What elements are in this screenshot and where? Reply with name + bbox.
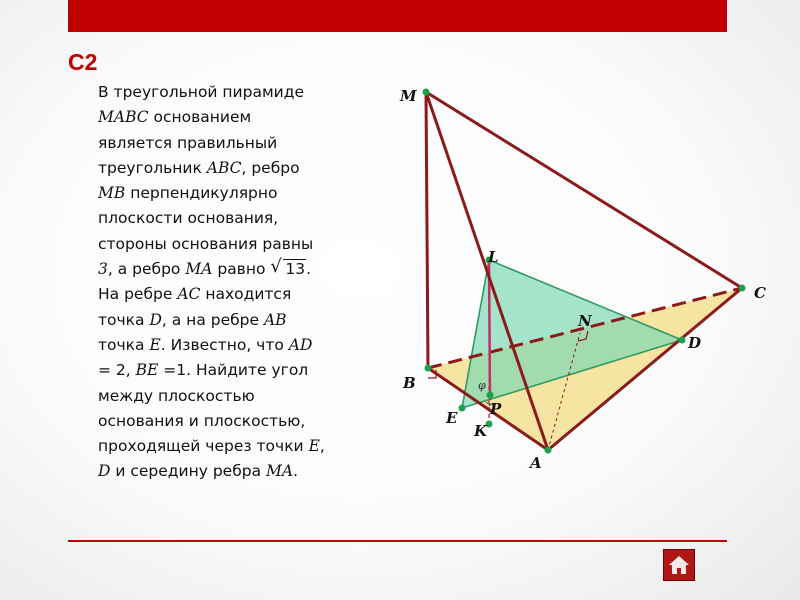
radical-sign: √ bbox=[270, 256, 282, 278]
problem-line: D и середину ребра MA. bbox=[98, 462, 299, 481]
point-b bbox=[425, 365, 432, 372]
label-n: N bbox=[578, 312, 592, 330]
point-p bbox=[487, 392, 494, 399]
label-b: B bbox=[403, 374, 416, 392]
point-c bbox=[739, 285, 746, 292]
problem-line: MB перпендикулярно bbox=[98, 184, 278, 203]
label-d: D bbox=[688, 334, 702, 352]
problem-line: точка D, а на ребре AB bbox=[98, 310, 287, 329]
pyramid-diagram bbox=[370, 75, 780, 475]
problem-line: плоскости основания, bbox=[98, 209, 279, 228]
problem-statement bbox=[98, 80, 363, 485]
sqrt-radicand: 13 bbox=[285, 260, 306, 279]
label-e: E bbox=[446, 409, 458, 427]
bottom-divider bbox=[68, 540, 727, 542]
label-p: P bbox=[490, 400, 502, 418]
problem-line: MABC основанием bbox=[98, 108, 252, 127]
problem-line: является правильный bbox=[98, 133, 278, 152]
problem-line: = 2, BE =1. Найдите угол bbox=[98, 361, 309, 380]
point-e bbox=[459, 405, 466, 412]
problem-line: между плоскостью bbox=[98, 386, 255, 405]
label-c: C bbox=[754, 284, 766, 302]
problem-line: проходящей через точки E, bbox=[98, 437, 325, 456]
problem-line: На ребре AC находится bbox=[98, 285, 292, 304]
problem-line: стороны основания равны bbox=[98, 234, 314, 253]
problem-line: точка E. Известно, что AD bbox=[98, 335, 313, 354]
label-a: A bbox=[530, 454, 542, 472]
point-d bbox=[679, 337, 686, 344]
label-l: L bbox=[488, 248, 499, 266]
point-m bbox=[423, 89, 430, 96]
top-banner bbox=[68, 0, 727, 32]
edge-mb bbox=[426, 92, 428, 368]
label-k: K bbox=[474, 422, 488, 440]
home-button[interactable] bbox=[663, 549, 695, 581]
problem-line: В треугольной пирамиде bbox=[98, 83, 304, 101]
home-icon bbox=[664, 550, 694, 580]
problem-line: 3, а ребро MA равно √ 13. bbox=[98, 257, 363, 282]
edge-mc bbox=[426, 92, 742, 288]
label-m: M bbox=[400, 87, 417, 105]
label-phi: φ bbox=[478, 379, 486, 392]
sqrt-expression bbox=[270, 257, 306, 282]
problem-line: треугольник ABC, ребро bbox=[98, 158, 300, 177]
problem-line: основания и плоскостью, bbox=[98, 411, 306, 430]
slide-title: C2 bbox=[68, 49, 98, 75]
point-a bbox=[545, 447, 552, 454]
